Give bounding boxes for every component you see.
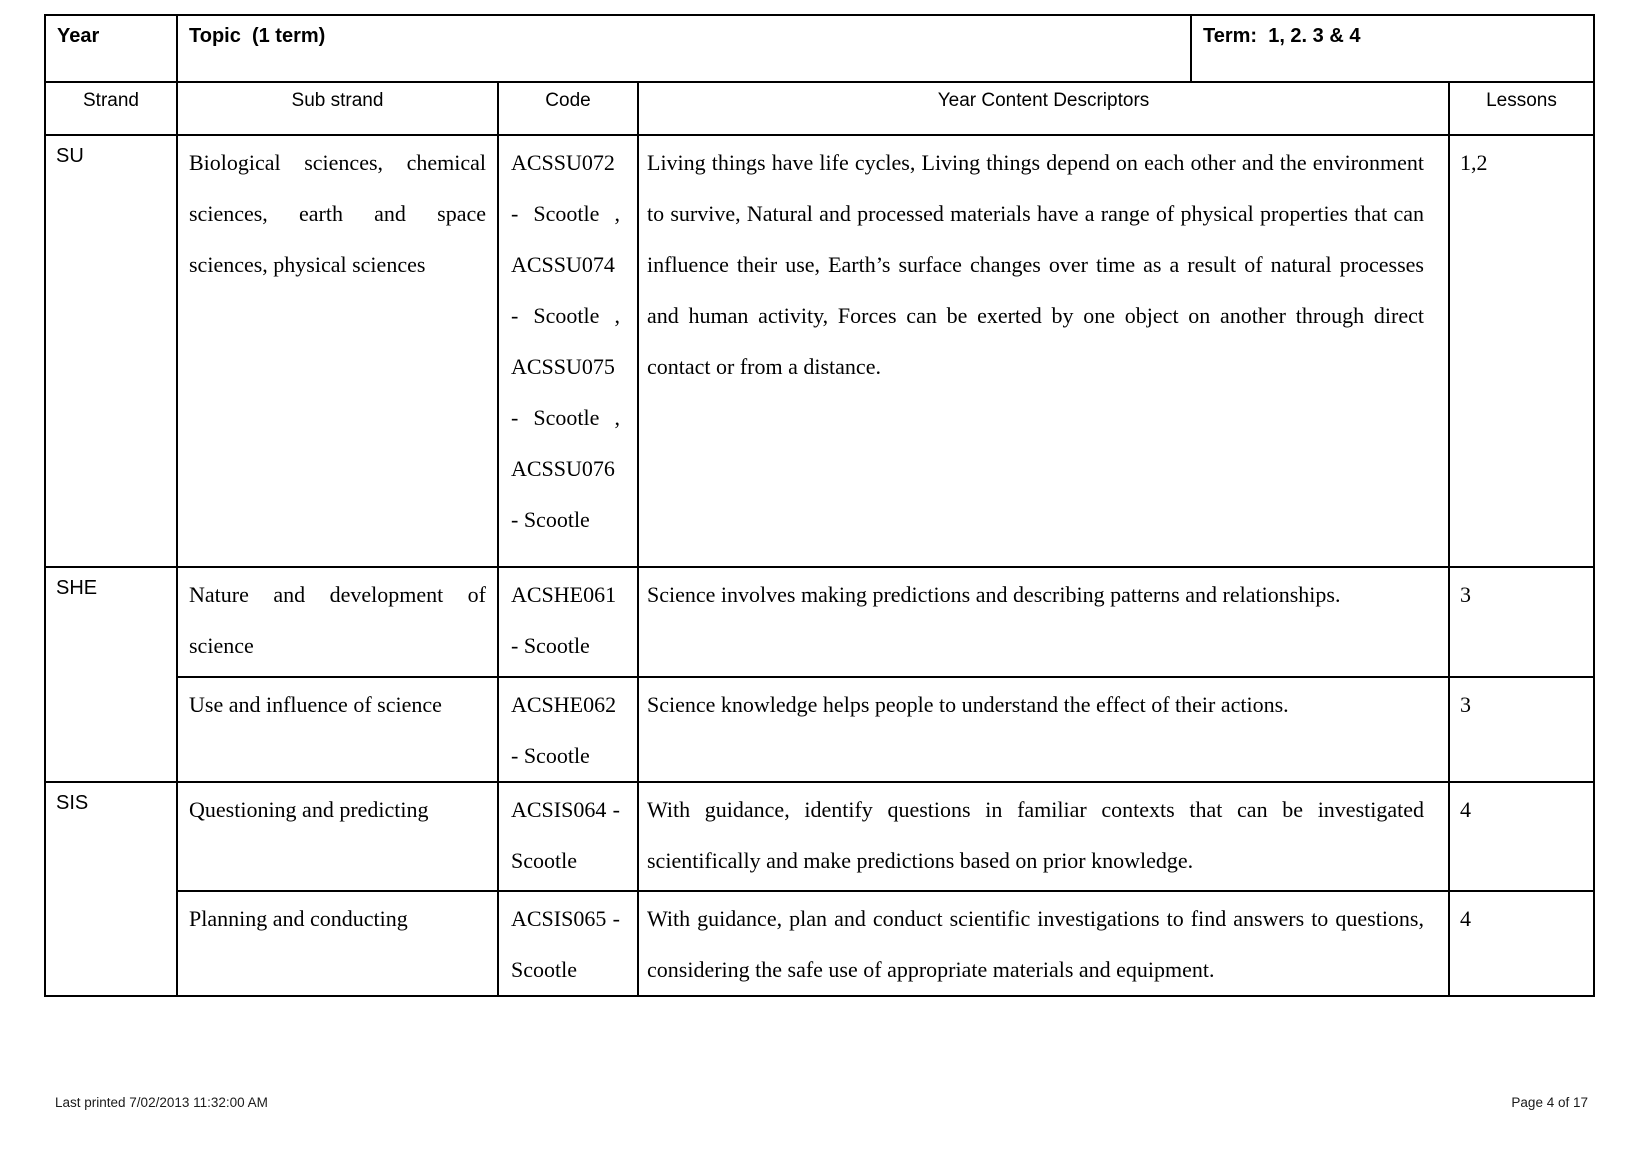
- strand-cell: SU: [45, 135, 177, 567]
- sub-strand-cell: Use and influence of science: [177, 677, 498, 782]
- column-header-strand: Strand: [45, 82, 177, 135]
- table-main: [44, 81, 1595, 997]
- code-cell: ACSHE061 - Scootle: [498, 567, 638, 677]
- curriculum-table: [44, 14, 1593, 997]
- lessons-cell: 4: [1449, 891, 1594, 996]
- code-cell: ACSSU072 - Scootle , ACSSU074 - Scootle , ACSSU075 - Scootle , ACSSU076 - Scootle: [498, 135, 638, 567]
- strand-cell: SHE: [45, 567, 177, 782]
- sub-strand-cell: Nature and development of science: [177, 567, 498, 677]
- footer-page-number: Page 4 of 17: [1511, 1095, 1588, 1110]
- lessons-cell: 3: [1449, 677, 1594, 782]
- column-header-descriptors: Year Content Descriptors: [638, 82, 1449, 135]
- term-header-cell: Term: 1, 2. 3 & 4: [1191, 15, 1594, 82]
- code-cell: ACSIS065 - Scootle: [498, 891, 638, 996]
- sub-strand-cell: Biological sciences, chemical sciences, earth and space sciences, physical sciences: [177, 135, 498, 567]
- table-row-she-2: [45, 677, 1594, 782]
- lessons-cell: 1,2: [1449, 135, 1594, 567]
- descriptors-cell: With guidance, plan and conduct scientific investigations to find answers to questions, considering the safe use of appropriate materials and equipment.: [638, 891, 1449, 996]
- code-cell: ACSHE062 - Scootle: [498, 677, 638, 782]
- descriptors-cell: Science involves making predictions and describing patterns and relationships.: [638, 567, 1449, 677]
- column-header-code: Code: [498, 82, 638, 135]
- strand-cell: SIS: [45, 782, 177, 996]
- descriptors-cell: Living things have life cycles, Living things depend on each other and the environment to survive, Natural and processed materials have a range of physical properties that can influence their use, Earth’s surface changes over time as a result of natural processes and human activity, Forces can be exerted by one object on another through direct contact or from a distance.: [638, 135, 1449, 567]
- footer-last-printed: Last printed 7/02/2013 11:32:00 AM: [55, 1095, 268, 1110]
- descriptors-cell: Science knowledge helps people to understand the effect of their actions.: [638, 677, 1449, 782]
- column-header-lessons: Lessons: [1449, 82, 1594, 135]
- table-row-sis-2: [45, 891, 1594, 996]
- column-header-sub-strand: Sub strand: [177, 82, 498, 135]
- table-header-band: [44, 14, 1595, 83]
- column-header-row: [45, 82, 1594, 135]
- sub-strand-cell: Questioning and predicting: [177, 782, 498, 891]
- lessons-cell: 4: [1449, 782, 1594, 891]
- descriptors-cell: With guidance, identify questions in familiar contexts that can be investigated scientifically and make predictions based on prior knowledge.: [638, 782, 1449, 891]
- lessons-cell: 3: [1449, 567, 1594, 677]
- table-row-su: [45, 135, 1594, 567]
- table-row-sis-1: [45, 782, 1594, 891]
- table-row-she-1: [45, 567, 1594, 677]
- code-cell: ACSIS064 - Scootle: [498, 782, 638, 891]
- year-header-cell: Year: [45, 15, 177, 82]
- topic-header-cell: Topic (1 term): [177, 15, 1191, 82]
- sub-strand-cell: Planning and conducting: [177, 891, 498, 996]
